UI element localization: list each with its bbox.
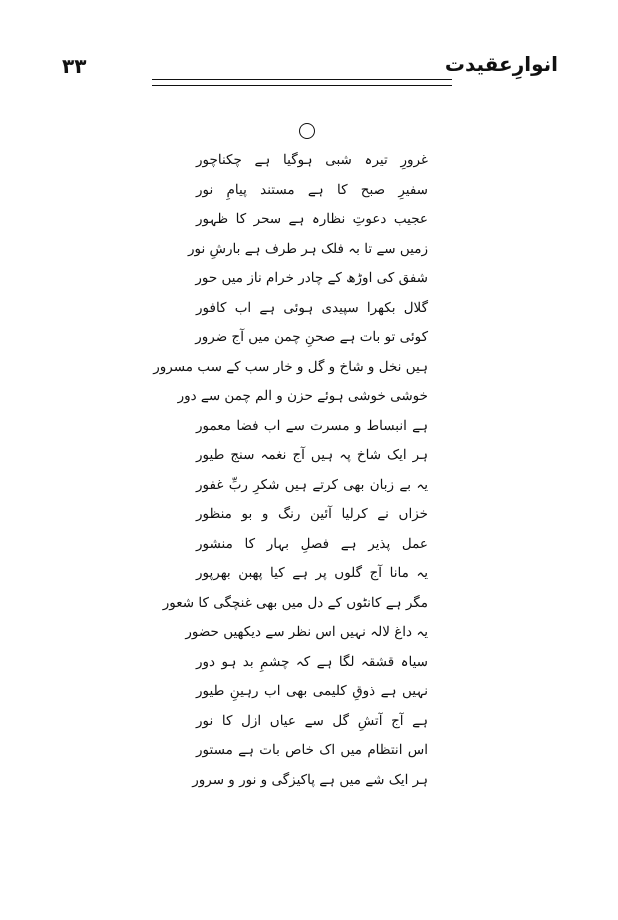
poem-line: ہے انبساط و مسرت سے اب فضا معمور: [196, 417, 428, 434]
header-rule-upper: [152, 79, 452, 80]
poem-line: زمیں سے تا بہ فلک ہر طرف ہے بارشِ نور: [188, 240, 428, 257]
poem-line: شفق کی اوڑھ کے چادر خرام ناز میں حور: [195, 270, 428, 286]
page-number: ۳۳: [62, 54, 87, 78]
poem-line: سیاہ قشقہ لگا ہے کہ چشمِ بد ہو دور: [196, 653, 428, 670]
poem-line: گلال بکھرا سپیدی ہوئی ہے اب کافور: [196, 299, 428, 316]
poem-line: خزاں نے کرلیا آئین رنگ و بو منظور: [196, 506, 428, 522]
poem-line: عمل پذیر ہے فصلِ بہار کا منشور: [196, 535, 428, 552]
poem-line: ہے آج آتشِ گل سے عیاں ازل کا نور: [196, 712, 428, 729]
poem-line: مگر ہے کانٹوں کے دل میں بھی غنچگی کا شعور: [162, 594, 428, 611]
running-header-title: انوارِعقیدت: [444, 52, 558, 76]
poem-line: کوئی تو بات ہے صحنِ چمن میں آج ضرور: [195, 329, 428, 345]
poem-line: یہ بے زبان بھی کرتے ہیں شکرِ ربِّ غفور: [196, 476, 428, 493]
poem-line: یہ مانا آج گلوں پر ہے کیا پھبن بھرپور: [196, 565, 428, 581]
section-circle-ornament: [299, 123, 315, 139]
poem-line: یہ داغ لالہ نہیں اس نظر سے دیکھیں حضور: [185, 624, 428, 640]
poem-line: عجیب دعوتِ نظارہ ہے سحر کا ظہور: [196, 211, 428, 227]
poem-line: غرورِ تیرہ شبی ہوگیا ہے چکناچور: [196, 152, 428, 168]
poem-line: سفیرِ صبح کا ہے مستند پیامِ نور: [196, 181, 428, 198]
poem-line: ہر ایک شاخ پہ ہیں آج نغمہ سنج طیور: [196, 447, 428, 463]
poem-line: اس انتظام میں اک خاص بات ہے مستور: [196, 742, 428, 758]
poem-line: خوشی خوشی ہوئے حزن و الم چمن سے دور: [177, 388, 428, 404]
poem-line: ہیں نخل و شاخ و گل و خار سب کے سب مسرور: [153, 358, 428, 375]
poem-body: [153, 146, 428, 795]
header-rule-lower: [152, 85, 452, 86]
poem-line: ہر ایک شے میں ہے پاکیزگی و نور و سرور: [192, 771, 428, 788]
poem-line: نہیں ہے ذوقِ کلیمی بھی اب رہینِ طیور: [196, 683, 428, 699]
